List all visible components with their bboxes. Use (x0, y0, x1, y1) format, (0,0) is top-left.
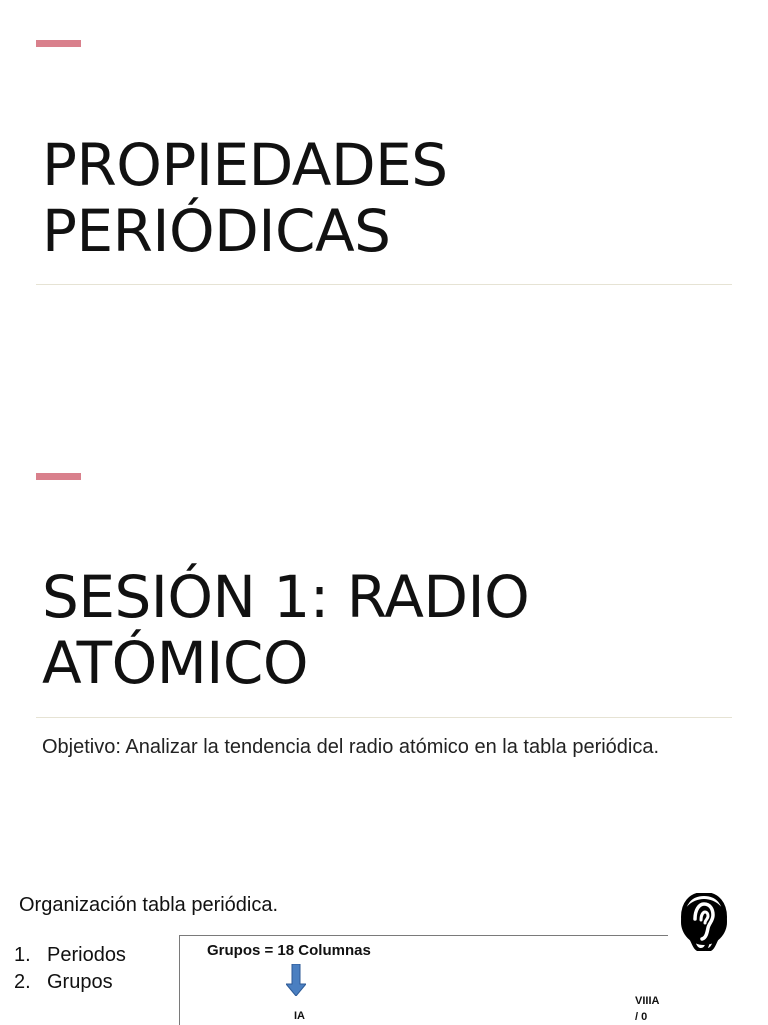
session-title: SESIÓN 1: RADIO ATÓMICO (42, 563, 530, 697)
list-item (14, 969, 126, 996)
list-label: Periodos (47, 944, 126, 966)
divider-2 (36, 717, 732, 718)
list-number: 1. (14, 944, 31, 966)
accent-bar-1 (36, 40, 81, 47)
list-number: 2. (14, 971, 31, 993)
periodic-table-image (179, 935, 668, 1025)
page-title-propiedades: PROPIEDADES PERIÓDICAS (42, 131, 448, 265)
arrow-down-icon (286, 964, 306, 996)
organization-list (14, 942, 126, 996)
organization-heading: Organización tabla periódica. (19, 894, 279, 916)
accent-bar-2 (36, 473, 81, 480)
objective-text: Objetivo: Analizar la tendencia del radio atómico en la tabla periódica. (42, 736, 660, 758)
group-label-viiia: VIIIA / 0 (635, 995, 660, 1023)
groups-title: Grupos = 18 Columnas (207, 942, 371, 959)
list-item (14, 942, 126, 969)
divider-1 (36, 284, 732, 285)
group-label-ia: IA (294, 1010, 305, 1022)
ear-icon (681, 893, 727, 951)
list-label: Grupos (47, 971, 113, 993)
